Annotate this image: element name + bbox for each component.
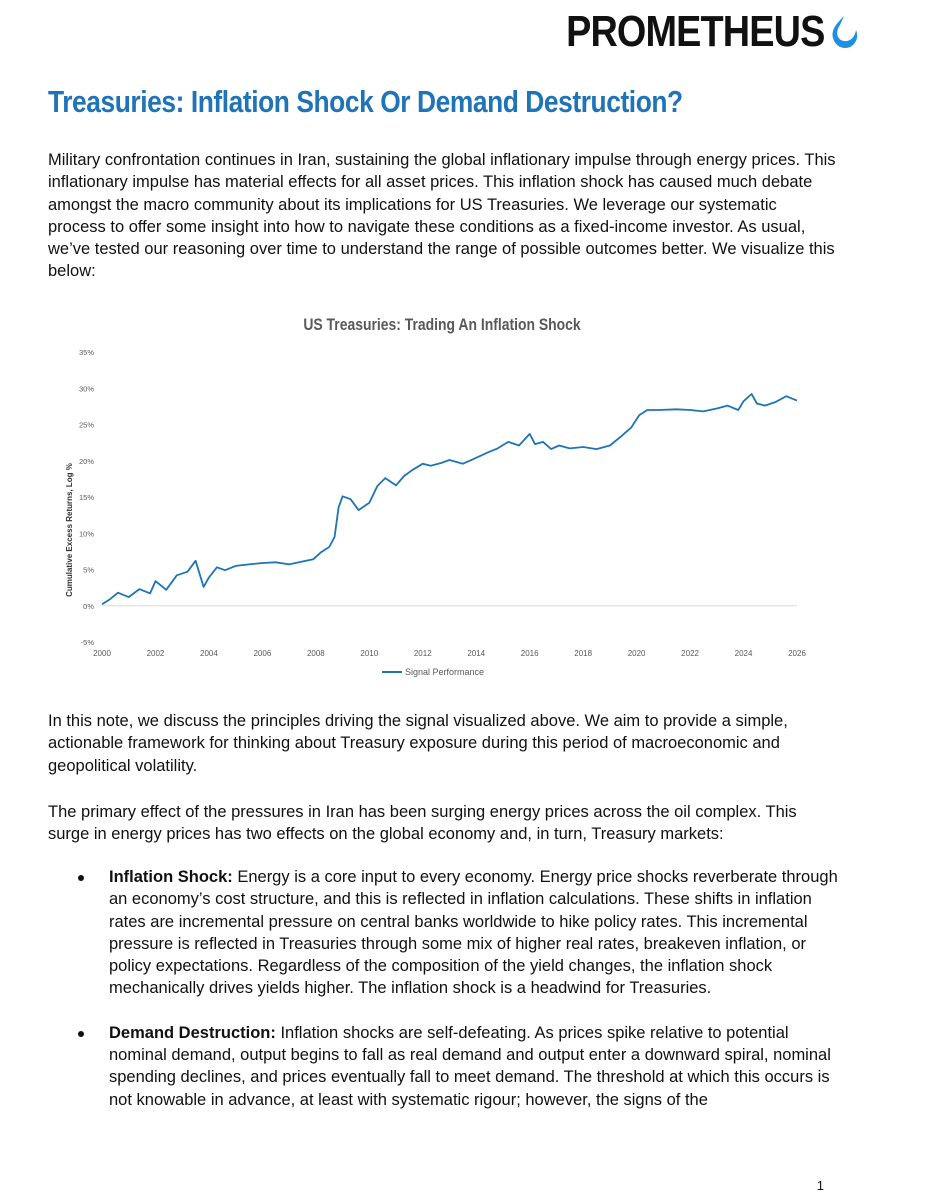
intro-paragraph: Military confrontation continues in Iran, sustaining the global inflationary impulse through energy prices. This inflationary impulse has material effects for all asset prices. This inflation shock has caused much debate amongst the macro community about its implications for US Treasuries. We leverage our systematic process to offer some insight into how to navigate these conditions as a fixed-income investor. As usual, we’ve tested our reasoning over time to understand the range of possible outcomes better. We visualize this below:	[48, 151, 836, 281]
x-tick-label: 2020	[627, 649, 646, 658]
y-tick-label: 25%	[78, 420, 94, 430]
list-item	[48, 1022, 838, 1111]
page-title: Treasuries: Inflation Shock Or Demand Destruction?	[48, 84, 683, 119]
y-tick-label: 15%	[78, 493, 94, 502]
y-tick-label: 0%	[83, 601, 94, 611]
x-tick-label: 2000	[93, 649, 111, 658]
flame-icon	[826, 10, 862, 54]
x-tick-label: 2024	[734, 649, 753, 658]
series-line-signal-performance	[102, 394, 797, 604]
y-tick-label: 30%	[78, 384, 94, 394]
effects-list	[48, 866, 838, 1133]
chart-ylabel: Cumulative Excess Returns, Log %	[65, 463, 74, 597]
x-tick-label: 2022	[681, 649, 699, 658]
y-tick-label: -5%	[80, 638, 94, 647]
chart-legend	[382, 667, 484, 677]
x-tick-label: 2014	[467, 649, 486, 658]
bullet-dot	[78, 875, 84, 881]
x-tick-label: 2026	[788, 649, 806, 658]
y-tick-label: 20%	[78, 456, 94, 466]
y-tick-label: 10%	[78, 529, 94, 539]
page-number: 1	[816, 1178, 824, 1193]
x-tick-label: 2016	[520, 649, 539, 658]
note-paragraph-2: The primary effect of the pressures in Iran has been surging energy prices across the oil complex. This surge in energy prices has two effects on the global economy and, in turn, Treasury markets:	[48, 803, 797, 844]
bullet-term: Inflation Shock:	[109, 868, 233, 886]
y-tick-label: 35%	[78, 348, 94, 357]
x-tick-label: 2004	[200, 649, 218, 658]
x-tick-label: 2006	[253, 649, 272, 658]
x-tick-label: 2008	[306, 649, 325, 658]
x-tick-label: 2012	[413, 649, 432, 658]
note-paragraph-1: In this note, we discuss the principles driving the signal visualized above. We aim to provide a simple, actionable framework for thinking about Treasury exposure during this period of macroeconomic and geopolitical volatility.	[48, 712, 788, 775]
bullet-dot	[78, 1031, 84, 1037]
brand-logo	[524, 6, 862, 58]
chart-title: US Treasuries: Trading An Inflation Shock	[303, 315, 581, 335]
x-tick-label: 2010	[360, 649, 379, 658]
x-tick-label: 2002	[146, 649, 165, 658]
brand-name: PROMETHEUS	[565, 7, 824, 56]
x-tick-label: 2018	[574, 649, 593, 658]
bullet-text: Inflation shocks are self-defeating. As prices spike relative to potential nominal demand, output begins to fall as real demand and output enter a downward spiral, nominal spending declines, and prices eventually fall to meet demand. The threshold at which this occurs is not knowable in advance, at least with systematic rigour; however, the signs of the	[109, 1023, 831, 1109]
legend-label: Signal Performance	[405, 667, 485, 677]
y-tick-label: 5%	[83, 565, 94, 575]
performance-chart	[60, 308, 830, 688]
bullet-text: Energy is a core input to every economy. Energy price shocks reverberate through an economy’s cost structure, and this is reflected in inflation calculations. These shifts in inflation rates are incremental pressure on central banks worldwide to hike policy rates. This incremental pressure is reflected in Treasuries through some mix of higher real rates, breakeven inflation, or policy expectations. Regardless of the composition of the yield changes, the inflation shock mechanically drives yields higher. The inflation shock is a headwind for Treasuries.	[109, 868, 838, 998]
list-item	[48, 866, 838, 1000]
bullet-term: Demand Destruction:	[109, 1023, 276, 1042]
